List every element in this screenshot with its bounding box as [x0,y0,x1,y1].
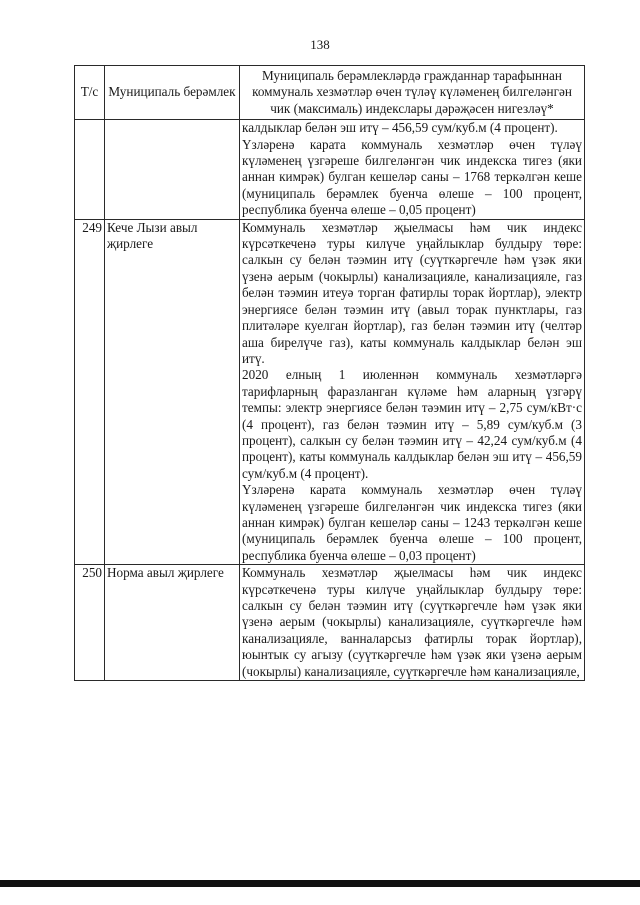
table-header-row [75,66,585,120]
row-basis [240,120,585,219]
basis-paragraph: Үзләренә карата коммуналь хезмәтләр өчен түләү күләменең үзгәреше билгеләнгән чик индекска тигез (яки аннан кимрәк) булган кешеләр саны – 1768 теркәлгән кеше (муниципаль берәмлек буенча өлеше – 100 процент, республика буенча өлеше – 0,05 процент) [242,136,582,218]
basis-paragraph: 2020 елның 1 июленнән коммуналь хезмәтләргә тарифларның фаразланган күләме һәм аларның үзгәрү темпы: электр энергиясе белән тәэмин итү – 2,75 сум/кВт·с (4 процент), газ белән тәэмин итү – 5,89 сум/куб.м (3 процент), салкын су белән тәэмин итү – 42,24 сум/куб.м (4 процент), каты коммуналь калдыклар белән эш итү – 456,59 сум/куб.м (4 процент). [242,367,582,481]
row-number: 250 [75,565,105,681]
row-municipality [105,120,240,219]
scan-edge-bar [0,880,640,887]
row-basis [240,565,585,681]
row-number [75,120,105,219]
basis-paragraph: Коммуналь хезмәтләр җыелмасы һәм чик индекс күрсәткеченә туры килүче уңайлыклар булдыру төре: салкын су белән тәэмин итү (суүткәргечле һәм үзәк яки үзенә аерым (чокырлы) канализацияле, канализацияле, газ белән тәэмин итеуә торган фатирлы торак йортлар), электр энергиясе белән тәэмин итү (авыл торак пунктлары, газ плитәләре куелган йортлар), газ белән тәэмин итү (челтәр аша бирелүче газ), каты коммуналь калдыклар белән эш итү. [242,219,582,366]
row-basis [240,219,585,565]
basis-paragraph: Коммуналь хезмәтләр җыелмасы һәм чик индекс күрсәткеченә туры килүче уңайлыклар булдыру төре: салкын су белән тәэмин итү (суүткәргечле һәм үзәк яки үзенә аерым (чокырлы) канализацияле, суүткәргечле һәм канализацияле, ванналарсыз фатирлы торак йортлар), юынтык су агызу (суүткәргечле һәм үзәк яки үзенә аерым (чокырлы) канализацияле, суүткәргечле һәм канализацияле, [242,565,582,679]
header-municipality: Муниципаль берәмлек [105,66,240,120]
basis-paragraph: Үзләренә карата коммуналь хезмәтләр өчен түләү күләменең үзгәреше билгеләнгән чик индекска тигез (яки аннан кимрәк) булган кешеләр саны – 1243 теркәлгән кеше (муниципаль берәмлек буенча өлеше – 100 процент, республика буенча өлеше – 0,03 процент) [242,482,582,563]
page-number: 138 [310,37,330,52]
header-basis: Муниципаль берәмлекләрдә гражданнар тарафыннан коммуналь хезмәтләр өчен түләү күләменең билгеләнгән чик (максималь) индекслары дәрәҗәсен нигезләү* [240,66,585,120]
basis-paragraph: калдыклар белән эш итү – 456,59 сум/куб.м (4 процент). [242,120,558,136]
row-municipality: Норма авыл җирлеге [105,565,240,681]
table-row [75,565,585,681]
table-row [75,219,585,565]
row-number: 249 [75,219,105,565]
row-municipality: Кече Лызи авыл җирлеге [105,219,240,565]
municipal-index-table [74,65,585,681]
header-number: Т/с [75,66,105,120]
table-row [75,120,585,219]
